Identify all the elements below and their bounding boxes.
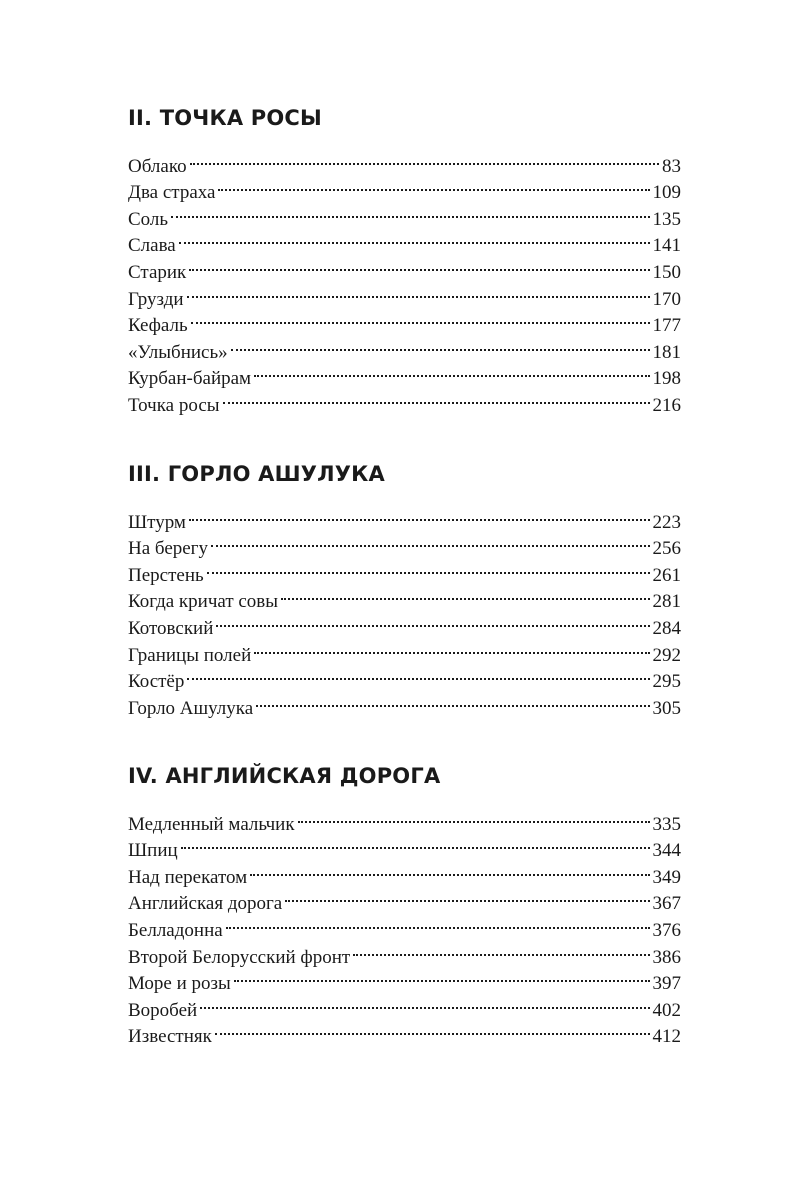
entry-page-number: 141 [652,235,681,257]
dot-leader [215,1016,650,1043]
toc-section [128,103,681,416]
entry-page-number: 181 [652,341,681,363]
toc-entry [128,225,681,257]
entry-title: Границы полей [128,644,252,666]
entry-page-number: 261 [652,564,681,586]
entry-page-number: 344 [652,840,681,862]
dot-leader [254,634,649,661]
entry-title: Английская дорога [128,893,283,915]
entry-title: «Улыбнись» [128,341,228,363]
entry-title: Старик [128,261,187,283]
dot-leader [207,554,650,581]
toc-entry [128,687,681,719]
dot-leader [223,384,650,411]
entry-title: Грузди [128,288,184,310]
section-title: IV. АНГЛИЙСКАЯ ДОРОГА [128,764,441,788]
entry-page-number: 177 [652,315,681,337]
entry-title: Воробей [128,999,198,1021]
entry-title: Точка росы [128,394,220,416]
entry-page-number: 335 [652,813,681,835]
dot-leader [189,501,650,528]
entry-title: Кефаль [128,315,188,337]
entry-title: Котовский [128,617,214,639]
dot-leader [216,607,649,634]
entry-page-number: 150 [652,261,681,283]
dot-leader [211,528,650,555]
entry-page-number: 83 [662,155,681,177]
dot-leader [181,830,650,857]
toc-entry [128,989,681,1021]
toc-entry [128,1016,681,1048]
entry-title: Слава [128,235,176,257]
entry-title: Море и розы [128,973,231,995]
dot-leader [187,661,649,688]
toc-entry [128,661,681,693]
entry-page-number: 256 [652,538,681,560]
dot-leader [179,225,650,252]
entry-title: Два страха [128,182,216,204]
entry-page-number: 281 [652,591,681,613]
entry-page-number: 198 [652,368,681,390]
entry-page-number: 284 [652,617,681,639]
dot-leader [281,581,649,608]
dot-leader [353,936,649,963]
dot-leader [250,856,649,883]
toc-entry [128,830,681,862]
entry-page-number: 170 [652,288,681,310]
entry-page-number: 367 [652,893,681,915]
dot-leader [218,172,649,199]
dot-leader [226,909,650,936]
entry-page-number: 412 [652,1026,681,1048]
dot-leader [254,358,649,385]
entry-title: Медленный мальчик [128,813,295,835]
entry-list [128,501,681,719]
toc-entry [128,145,681,177]
toc-entry [128,172,681,204]
entry-title: Штурм [128,511,186,533]
entry-page-number: 295 [652,671,681,693]
toc-section [128,761,681,1048]
entry-title: Курбан-байрам [128,368,252,390]
entry-title: Соль [128,208,169,230]
entry-page-number: 349 [652,866,681,888]
entry-title: Над перекатом [128,866,248,888]
entry-page-number: 216 [652,394,681,416]
entry-page-number: 397 [652,973,681,995]
entry-page-number: 376 [652,919,681,941]
toc-entry [128,198,681,230]
dot-leader [298,803,650,830]
entry-page-number: 292 [652,644,681,666]
toc-entry [128,501,681,533]
entry-title: Облако [128,155,187,177]
entry-list [128,803,681,1048]
dot-leader [234,963,650,990]
entry-title: Перстень [128,564,204,586]
entry-page-number: 402 [652,999,681,1021]
entry-title: Известняк [128,1026,212,1048]
toc-section [128,459,681,719]
toc-entry [128,803,681,835]
toc-entry [128,251,681,283]
entry-title: Белладонна [128,919,223,941]
entry-page-number: 386 [652,946,681,968]
entry-list [128,145,681,416]
dot-leader [187,278,650,305]
dot-leader [200,989,649,1016]
entry-title: На берегу [128,538,208,560]
entry-page-number: 305 [652,697,681,719]
entry-title: Когда кричат совы [128,591,279,613]
dot-leader [191,305,650,332]
entry-page-number: 223 [652,511,681,533]
dot-leader [285,883,649,910]
entry-page-number: 135 [652,208,681,230]
entry-title: Второй Белорусский фронт [128,946,351,968]
toc-entry [128,581,681,613]
section-title: II. ТОЧКА РОСЫ [128,106,323,130]
toc-entry [128,331,681,363]
dot-leader [171,198,649,225]
dot-leader [231,331,650,358]
toc-entry [128,278,681,310]
entry-title: Горло Ашулука [128,697,254,719]
entry-page-number: 109 [652,182,681,204]
dot-leader [256,687,649,714]
toc-entry [128,528,681,560]
dot-leader [190,145,659,172]
entry-title: Шпиц [128,840,178,862]
dot-leader [189,251,649,278]
toc-entry [128,554,681,586]
toc-entry [128,856,681,888]
section-title: III. ГОРЛО АШУЛУКА [128,462,385,486]
toc-entry [128,305,681,337]
entry-title: Костёр [128,671,185,693]
